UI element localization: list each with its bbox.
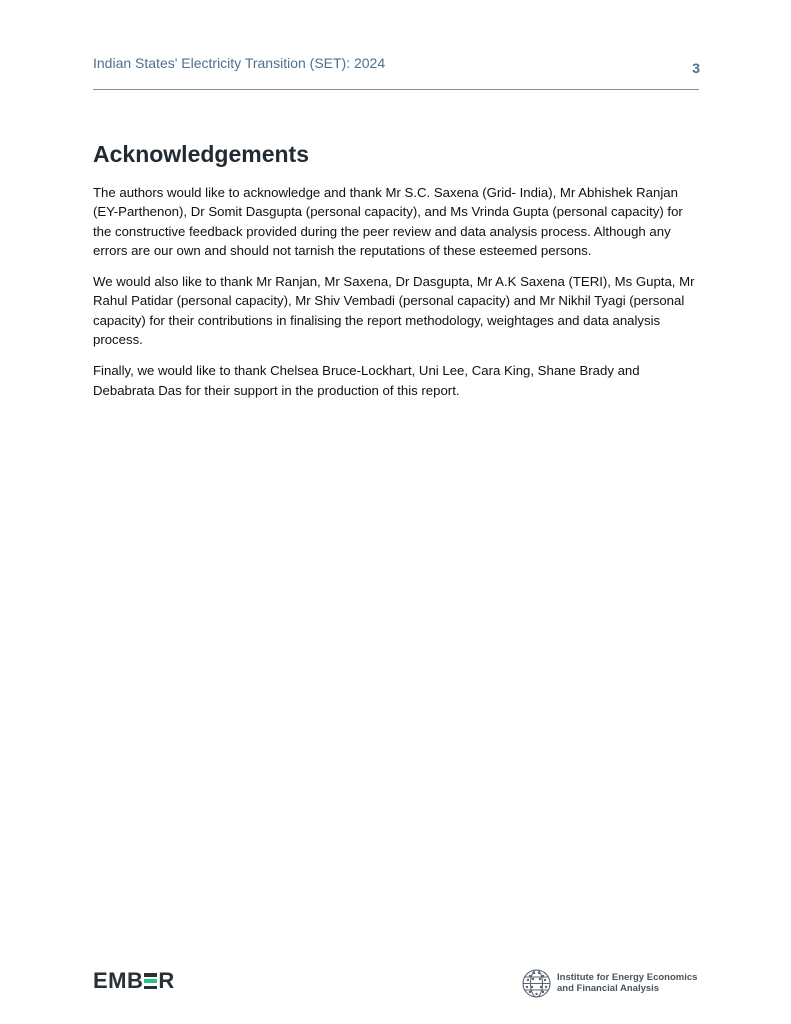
paragraph-3: Finally, we would like to thank Chelsea Bruce-Lockhart, Uni Lee, Cara King, Shane Brady and Debabrata Das for their support in the production of this report. — [93, 363, 640, 398]
paragraph-2: We would also like to thank Mr Ranjan, Mr Saxena, Dr Dasgupta, Mr A.K Saxena (TERI), Ms Gupta, Mr Rahul Patidar (personal capacity), Mr Shiv Vembadi (personal capacity) and Mr Nikhil Tyagi (personal capacity) for their contributions in finalising the report methodology, weightages and data analysis process. — [93, 274, 695, 348]
ember-logo-part1: EMB — [93, 968, 144, 993]
ember-logo — [93, 968, 175, 994]
ember-logo-part2: R — [158, 968, 175, 993]
body-text — [93, 183, 699, 412]
section-heading: Acknowledgements — [93, 141, 309, 167]
ieefa-name-line1: Institute for Energy Economics — [557, 972, 698, 983]
paragraph-1: The authors would like to acknowledge and thank Mr S.C. Saxena (Grid- India), Mr Abhishek Ranjan (EY-Parthenon), Dr Somit Dasgupta (personal capacity), and Ms Vrinda Gupta (personal capacity) for the constructive feedback provided during the peer review and data analysis process. Although any errors are our own and should not tarnish the reputations of these esteemed persons. — [93, 185, 683, 258]
ieefa-logo — [521, 968, 697, 999]
page-number: 3 — [692, 60, 700, 76]
ember-logo-e-mark — [144, 973, 157, 989]
globe-icon — [521, 968, 552, 999]
report-title: Indian States' Electricity Transition (SET): 2024 — [93, 55, 386, 71]
header-divider — [93, 89, 699, 90]
ieefa-name-line2: and Financial Analysis — [557, 982, 660, 994]
ieefa-name — [557, 973, 697, 994]
